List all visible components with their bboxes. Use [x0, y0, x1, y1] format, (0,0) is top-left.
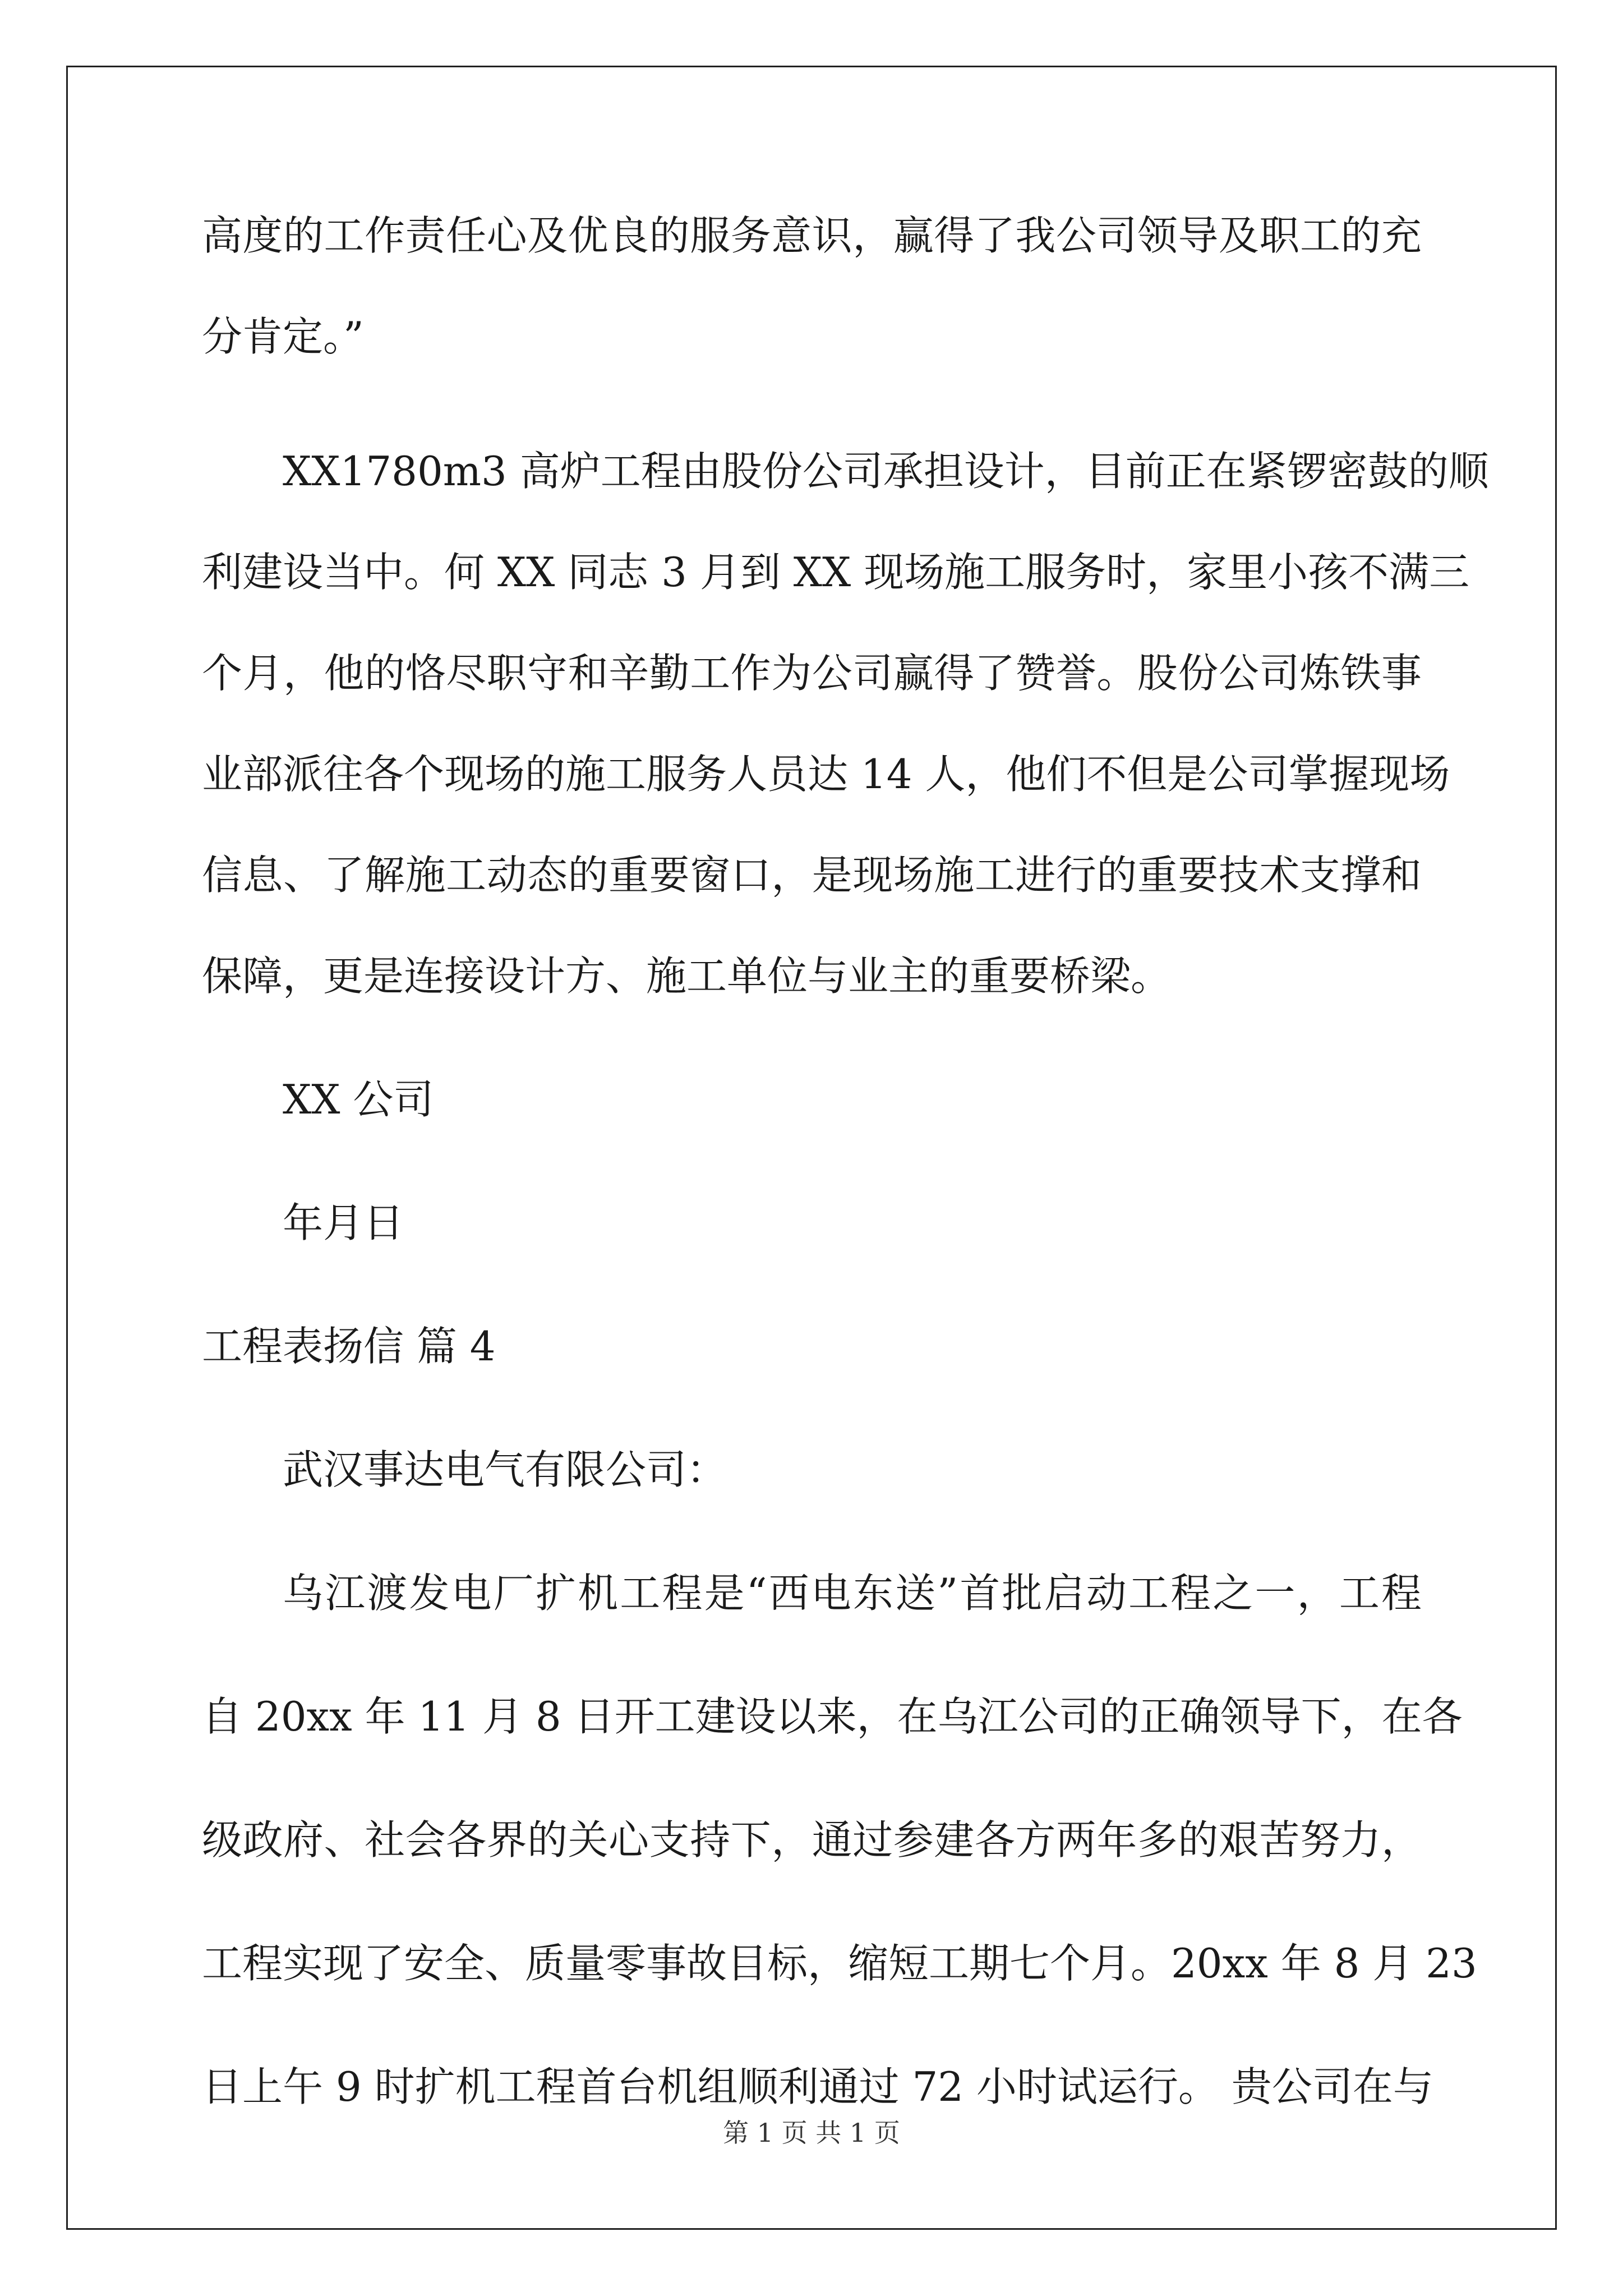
page-footer: 第 1 页 共 1 页	[723, 2118, 900, 2148]
text-line-7: 信息、了解施工动态的重要窗口，是现场施工进行的重要技术支撑和	[202, 852, 1422, 899]
text-line-8: 保障，更是连接设计方、施工单位与业主的重要桥梁。	[202, 953, 1172, 1000]
section-heading: 工程表扬信 篇 4	[202, 1323, 496, 1370]
text-line-2: 分肯定。”	[202, 313, 364, 360]
text-line-5: 个月，他的恪尽职守和辛勤工作为公司赢得了赞誉。股份公司炼铁事	[202, 650, 1422, 697]
text-line-3: XX1780m3 高炉工程由股份公司承担设计，目前正在紧锣密鼓的顺	[283, 448, 1489, 495]
page-border	[66, 66, 1557, 2230]
signature-company: XX 公司	[283, 1076, 434, 1123]
text-line-15: 级政府、社会各界的关心支持下，通过参建各方两年多的艰苦努力，	[202, 1816, 1422, 1864]
letter-salutation: 武汉事达电气有限公司：	[283, 1446, 727, 1493]
text-line-6: 业部派往各个现场的施工服务人员达 14 人，他们不但是公司掌握现场	[202, 751, 1450, 798]
text-line-17: 日上午 9 时扩机工程首台机组顺利通过 72 小时试运行。 贵公司在与	[202, 2063, 1433, 2110]
text-line-13: 乌江渡发电厂扩机工程是“西电东送”首批启动工程之一，工程	[283, 1570, 1422, 1617]
text-line-1: 高度的工作责任心及优良的服务意识，赢得了我公司领导及职工的充	[202, 212, 1422, 259]
text-line-16: 工程实现了安全、质量零事故目标，缩短工期七个月。20xx 年 8 月 23	[202, 1940, 1477, 1987]
signature-date: 年月日	[283, 1199, 404, 1246]
text-line-14: 自 20xx 年 11 月 8 日开工建设以来，在乌江公司的正确领导下，在各	[202, 1693, 1463, 1740]
text-line-4: 利建设当中。何 XX 同志 3 月到 XX 现场施工服务时，家里小孩不满三	[202, 549, 1470, 596]
